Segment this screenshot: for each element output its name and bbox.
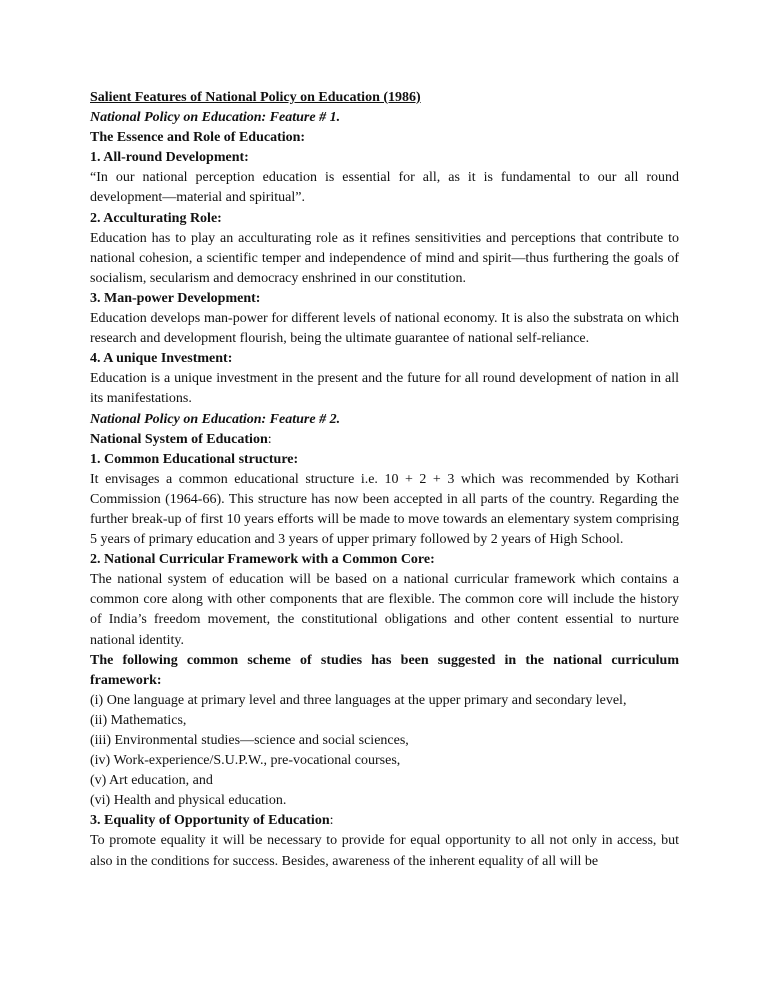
- section-curricular-framework-text: The national system of education will be based on a national curricular framework which contains a common core along with other components that are flexible. The common core will include the history of India’s freedom movement, the constitutional obligations and other content essential to nurture national identity.: [90, 572, 679, 648]
- document-page: [90, 88, 679, 872]
- scheme-item: (i) One language at primary level and three languages at the upper primary and secondary level,: [90, 692, 627, 708]
- scheme-heading: The following common scheme of studies has been suggested in the national curriculum framework:: [90, 652, 679, 688]
- scheme-item: (iii) Environmental studies—science and social sciences,: [90, 733, 409, 748]
- section-common-structure-text: It envisages a common educational structure i.e. 10 + 2 + 3 which was recommended by Kothari Commission (1964-66). This structure has now been accepted in all parts of the country. Regarding the further break-up of first 10 years efforts will be made to move towards an elementary system comprising 5 years of primary education and 3 years of upper primary followed by 2 years of High School.: [90, 471, 679, 548]
- section-all-round-heading: 1. All-round Development:: [90, 150, 249, 166]
- section-equality-text: To promote equality it will be necessary to provide for equal opportunity to all not only in access, but also in the conditions for success. Besides, awareness of the inherent equality of all will be: [90, 833, 679, 869]
- scheme-item: (vi) Health and physical education.: [90, 793, 287, 809]
- section-acculturating-text: Education has to play an acculturating role as it refines sensitivities and perceptions that contribute to national cohesion, a scientific temper and independence of mind and spirit—thus furthering the goals of socialism, secularism and democracy enshrined in our constitution.: [90, 230, 679, 286]
- scheme-item: (iv) Work-experience/S.U.P.W., pre-vocational courses,: [90, 753, 401, 769]
- section-equality-heading: 3. Equality of Opportunity of Education: [90, 813, 330, 829]
- section-common-structure-heading: 1. Common Educational structure:: [90, 451, 299, 467]
- document-title: Salient Features of National Policy on Education (1986): [90, 90, 421, 105]
- feature-1-heading: National Policy on Education: Feature # 1.: [90, 110, 341, 126]
- section-manpower-heading: 3. Man-power Development:: [90, 290, 261, 306]
- scheme-item: (v) Art education, and: [90, 773, 213, 789]
- essence-heading: The Essence and Role of Education:: [90, 130, 306, 146]
- section-investment-text: Education is a unique investment in the present and the future for all round development of nation in all its manifestations.: [90, 371, 679, 407]
- system-heading-colon: :: [267, 431, 272, 447]
- section-all-round-text: “In our national perception education is essential for all, as it is fundamental to our all round development—material and spiritual”.: [90, 170, 679, 206]
- system-heading: National System of Education: [90, 431, 268, 447]
- system-heading-line: [90, 430, 679, 450]
- section-curricular-framework-heading: 2. National Curricular Framework with a Common Core:: [90, 552, 435, 568]
- section-manpower-text: Education develops man-power for different levels of national economy. It is also the substrata on which research and development flourish, being the ultimate guarantee of national self-reliance.: [90, 311, 679, 347]
- feature-2-heading: National Policy on Education: Feature # 2.: [90, 411, 341, 427]
- scheme-item: (ii) Mathematics,: [90, 712, 187, 728]
- section-acculturating-heading: 2. Acculturating Role:: [90, 210, 222, 226]
- section-equality-colon: :: [329, 813, 334, 829]
- section-equality-heading-line: [90, 811, 679, 831]
- section-investment-heading: 4. A unique Investment:: [90, 351, 233, 367]
